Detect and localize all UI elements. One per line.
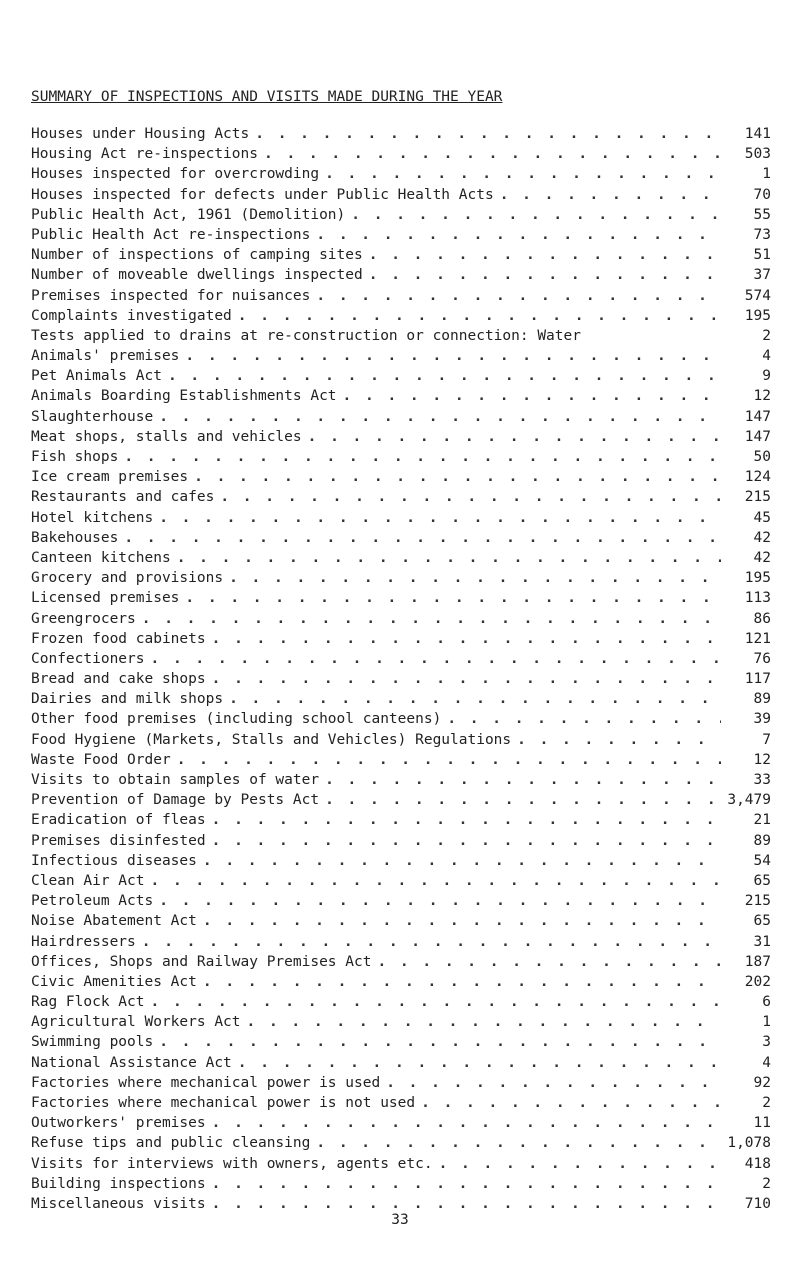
item-label: Houses under Housing Acts — [31, 126, 250, 142]
list-item — [31, 911, 771, 931]
dot-leader — [203, 972, 721, 992]
item-count: 3,479 — [727, 792, 771, 809]
item-count: 1 — [762, 1014, 771, 1031]
list-item — [31, 871, 771, 891]
item-count: 92 — [753, 1074, 771, 1091]
dot-leader — [255, 124, 721, 144]
item-count: 86 — [753, 610, 771, 627]
item-count: 121 — [744, 630, 771, 647]
dot-leader — [185, 346, 721, 366]
item-count: 113 — [744, 590, 771, 607]
item-count: 42 — [753, 549, 771, 566]
list-item — [31, 629, 771, 649]
item-label: Premises inspected for nuisances — [31, 287, 311, 304]
list-item — [31, 508, 771, 528]
dot-leader — [159, 1032, 721, 1052]
item-count: 187 — [744, 953, 771, 970]
item-count: 33 — [753, 772, 771, 788]
item-label: Pet Animals Act — [31, 368, 162, 385]
item-label: Dairies and milk shops — [31, 691, 224, 708]
item-label: Houses inspected for overcrowding — [31, 166, 320, 183]
list-item — [31, 730, 771, 750]
list-item — [31, 467, 771, 487]
list-item — [31, 709, 771, 729]
dot-leader — [238, 1053, 721, 1073]
list-item — [31, 487, 771, 507]
item-label: Bread and cake shops — [31, 671, 206, 688]
dot-leader — [351, 205, 721, 225]
dot-leader — [229, 568, 721, 588]
item-count: 2 — [762, 1175, 771, 1192]
dot-leader — [517, 730, 721, 750]
dot-leader — [316, 1133, 721, 1153]
item-label: Swimming pools — [31, 1034, 154, 1051]
dot-leader — [212, 1113, 721, 1133]
item-count: 1,078 — [727, 1135, 771, 1152]
list-item — [31, 932, 771, 952]
dot-leader — [229, 689, 721, 709]
item-label: Noise Abatement Act — [31, 913, 197, 930]
item-count: 195 — [744, 570, 771, 587]
list-item — [31, 588, 771, 608]
item-label: Restaurants and cafes — [31, 489, 215, 506]
item-label: Factories where mechanical power is used — [31, 1074, 381, 1091]
list-item — [31, 831, 771, 851]
item-label: Animals' premises — [31, 348, 180, 365]
list-item — [31, 1113, 771, 1133]
item-label: Factories where mechanical power is not used — [31, 1095, 416, 1111]
item-count: 42 — [753, 529, 771, 546]
list-item — [31, 427, 771, 447]
dot-leader — [151, 992, 722, 1012]
list-item — [31, 1154, 771, 1174]
item-count: 39 — [753, 711, 771, 728]
list-item — [31, 1093, 771, 1113]
item-label: Other food premises (including school canteens) — [31, 711, 442, 728]
item-label: Complaints investigated — [31, 307, 232, 324]
list-item — [31, 447, 771, 467]
item-count: 147 — [744, 408, 771, 425]
item-count: 4 — [762, 348, 771, 365]
list-item — [31, 225, 771, 245]
dot-leader — [500, 185, 721, 205]
dot-leader — [369, 265, 721, 285]
item-count: 2 — [762, 1095, 771, 1111]
list-item — [31, 790, 771, 810]
dot-leader — [238, 306, 721, 326]
item-count: 141 — [744, 126, 771, 142]
item-label: Hotel kitchens — [31, 509, 154, 526]
item-label: Houses inspected for defects under Public Health Acts — [31, 186, 494, 203]
item-label: Miscellaneous visits — [31, 1195, 206, 1212]
item-label: Prevention of Damage by Pests Act — [31, 792, 320, 809]
dot-leader — [343, 386, 721, 406]
list-item — [31, 952, 771, 972]
item-count: 21 — [753, 812, 771, 829]
list-item — [31, 568, 771, 588]
item-label: Confectioners — [31, 650, 145, 667]
dot-leader — [308, 427, 721, 447]
item-label: National Assistance Act — [31, 1054, 232, 1071]
item-label: Petroleum Acts — [31, 893, 154, 910]
list-item — [31, 1012, 771, 1032]
item-label: Frozen food cabinets — [31, 630, 206, 647]
item-count: 503 — [744, 146, 771, 163]
list-item — [31, 144, 771, 164]
item-count: 418 — [744, 1155, 771, 1172]
item-count: 73 — [753, 226, 771, 243]
item-count: 574 — [744, 287, 771, 304]
item-label: Civic Amenities Act — [31, 973, 197, 990]
item-count: 89 — [753, 832, 771, 849]
list-item — [31, 669, 771, 689]
item-label: Clean Air Act — [31, 872, 145, 889]
dot-leader — [124, 447, 721, 467]
list-item — [31, 286, 771, 306]
item-count: 124 — [744, 469, 771, 486]
list-item — [31, 1073, 771, 1093]
item-count: 710 — [744, 1195, 771, 1212]
item-label: Building inspections — [31, 1175, 206, 1192]
dot-leader — [159, 891, 721, 911]
list-item — [31, 1032, 771, 1052]
list-item — [31, 528, 771, 548]
list-item — [31, 609, 771, 629]
list-item — [31, 1133, 771, 1153]
item-count: 76 — [753, 650, 771, 667]
item-count: 215 — [744, 489, 771, 506]
item-count: 31 — [753, 933, 771, 950]
item-label: Eradication of fleas — [31, 812, 206, 829]
dot-leader — [142, 932, 721, 952]
dot-leader — [439, 1154, 721, 1174]
dot-leader — [212, 831, 721, 851]
dot-leader — [151, 871, 722, 891]
list-item — [31, 326, 771, 346]
item-label: Fish shops — [31, 449, 119, 465]
list-item — [31, 1174, 771, 1194]
item-label: Outworkers' premises — [31, 1115, 206, 1132]
item-count: 70 — [753, 186, 771, 203]
list-item — [31, 891, 771, 911]
dot-leader — [247, 1012, 721, 1032]
item-count: 2 — [762, 327, 771, 344]
item-label: Public Health Act, 1961 (Demolition) — [31, 206, 346, 223]
page-number: 33 — [391, 1212, 409, 1228]
dot-leader — [386, 1073, 721, 1093]
dot-leader — [369, 245, 721, 265]
list-item — [31, 366, 771, 386]
item-count: 45 — [753, 509, 771, 526]
item-count: 11 — [753, 1115, 771, 1132]
list-item — [31, 407, 771, 427]
item-count: 4 — [762, 1054, 771, 1071]
dot-leader — [316, 225, 721, 245]
list-item — [31, 185, 771, 205]
item-count: 117 — [744, 671, 771, 688]
dot-leader — [325, 790, 721, 810]
dot-leader — [212, 1174, 721, 1194]
list-item — [31, 992, 771, 1012]
item-count: 65 — [753, 913, 771, 930]
list-item — [31, 689, 771, 709]
item-label: Slaughterhouse — [31, 408, 154, 425]
inspection-list — [31, 124, 771, 1214]
item-label: Ice cream premises — [31, 469, 189, 486]
item-count: 65 — [753, 872, 771, 889]
item-count: 55 — [753, 206, 771, 223]
item-count: 37 — [753, 267, 771, 284]
dot-leader — [447, 709, 721, 729]
dot-leader — [159, 407, 721, 427]
item-label: Meat shops, stalls and vehicles — [31, 428, 302, 445]
item-label: Premises disinfested — [31, 832, 206, 849]
item-count: 50 — [753, 449, 771, 465]
dot-leader — [264, 144, 721, 164]
item-label: Number of moveable dwellings inspected — [31, 267, 363, 284]
list-item — [31, 124, 771, 144]
list-item — [31, 164, 771, 184]
list-item — [31, 548, 771, 568]
item-label: Animals Boarding Establishments Act — [31, 388, 337, 405]
item-label: Food Hygiene (Markets, Stalls and Vehicles) Regulations — [31, 731, 512, 748]
item-label: Greengrocers — [31, 610, 136, 627]
dot-leader — [377, 952, 721, 972]
item-count: 12 — [753, 388, 771, 405]
item-count: 9 — [762, 368, 771, 385]
item-count: 54 — [753, 852, 771, 869]
list-item — [31, 306, 771, 326]
list-item — [31, 1053, 771, 1073]
item-count: 1 — [762, 166, 771, 183]
dot-leader — [177, 750, 721, 770]
item-label: Public Health Act re-inspections — [31, 226, 311, 243]
list-item — [31, 851, 771, 871]
dot-leader — [203, 851, 721, 871]
dot-leader — [203, 911, 721, 931]
dot-leader — [212, 669, 721, 689]
item-label: Refuse tips and public cleansing — [31, 1135, 311, 1152]
list-item — [31, 649, 771, 669]
dot-leader — [325, 164, 721, 184]
item-label: Rag Flock Act — [31, 994, 145, 1011]
dot-leader — [325, 770, 721, 790]
list-item — [31, 770, 771, 790]
item-label: Licensed premises — [31, 590, 180, 607]
item-count: 6 — [762, 994, 771, 1011]
list-item — [31, 245, 771, 265]
list-item — [31, 972, 771, 992]
item-label: Number of inspections of camping sites — [31, 247, 363, 264]
item-label: Hairdressers — [31, 933, 136, 950]
item-label: Tests applied to drains at re-construction or connection: Water — [31, 327, 581, 344]
list-item — [31, 386, 771, 406]
page-title: SUMMARY OF INSPECTIONS AND VISITS MADE DURING THE YEAR — [31, 89, 503, 105]
item-count: 147 — [744, 428, 771, 445]
item-label: Infectious diseases — [31, 852, 197, 869]
item-count: 215 — [744, 893, 771, 910]
dot-leader — [316, 286, 721, 306]
item-label: Housing Act re-inspections — [31, 146, 258, 163]
dot-leader — [177, 548, 721, 568]
item-label: Visits for interviews with owners, agents etc. — [31, 1155, 433, 1172]
list-item — [31, 265, 771, 285]
item-count: 195 — [744, 307, 771, 324]
item-label: Offices, Shops and Railway Premises Act — [31, 953, 372, 970]
dot-leader — [151, 649, 722, 669]
item-label: Bakehouses — [31, 529, 119, 546]
dot-leader — [421, 1093, 721, 1113]
item-count: 12 — [753, 751, 771, 768]
list-item — [31, 810, 771, 830]
list-item — [31, 346, 771, 366]
item-label: Visits to obtain samples of water — [31, 772, 320, 788]
item-label: Grocery and provisions — [31, 570, 224, 587]
item-count: 202 — [744, 973, 771, 990]
dot-leader — [185, 588, 721, 608]
dot-leader — [142, 609, 721, 629]
dot-leader — [220, 487, 721, 507]
item-label: Canteen kitchens — [31, 549, 171, 566]
item-label: Waste Food Order — [31, 751, 171, 768]
item-count: 3 — [762, 1034, 771, 1051]
dot-leader — [159, 508, 721, 528]
dot-leader — [168, 366, 721, 386]
list-item — [31, 205, 771, 225]
item-count: 89 — [753, 691, 771, 708]
item-count: 51 — [753, 247, 771, 264]
item-count: 7 — [762, 731, 771, 748]
item-label: Agricultural Workers Act — [31, 1014, 241, 1031]
list-item — [31, 750, 771, 770]
dot-leader — [212, 629, 721, 649]
dot-leader — [124, 528, 721, 548]
dot-leader — [194, 467, 721, 487]
dot-leader — [212, 810, 721, 830]
